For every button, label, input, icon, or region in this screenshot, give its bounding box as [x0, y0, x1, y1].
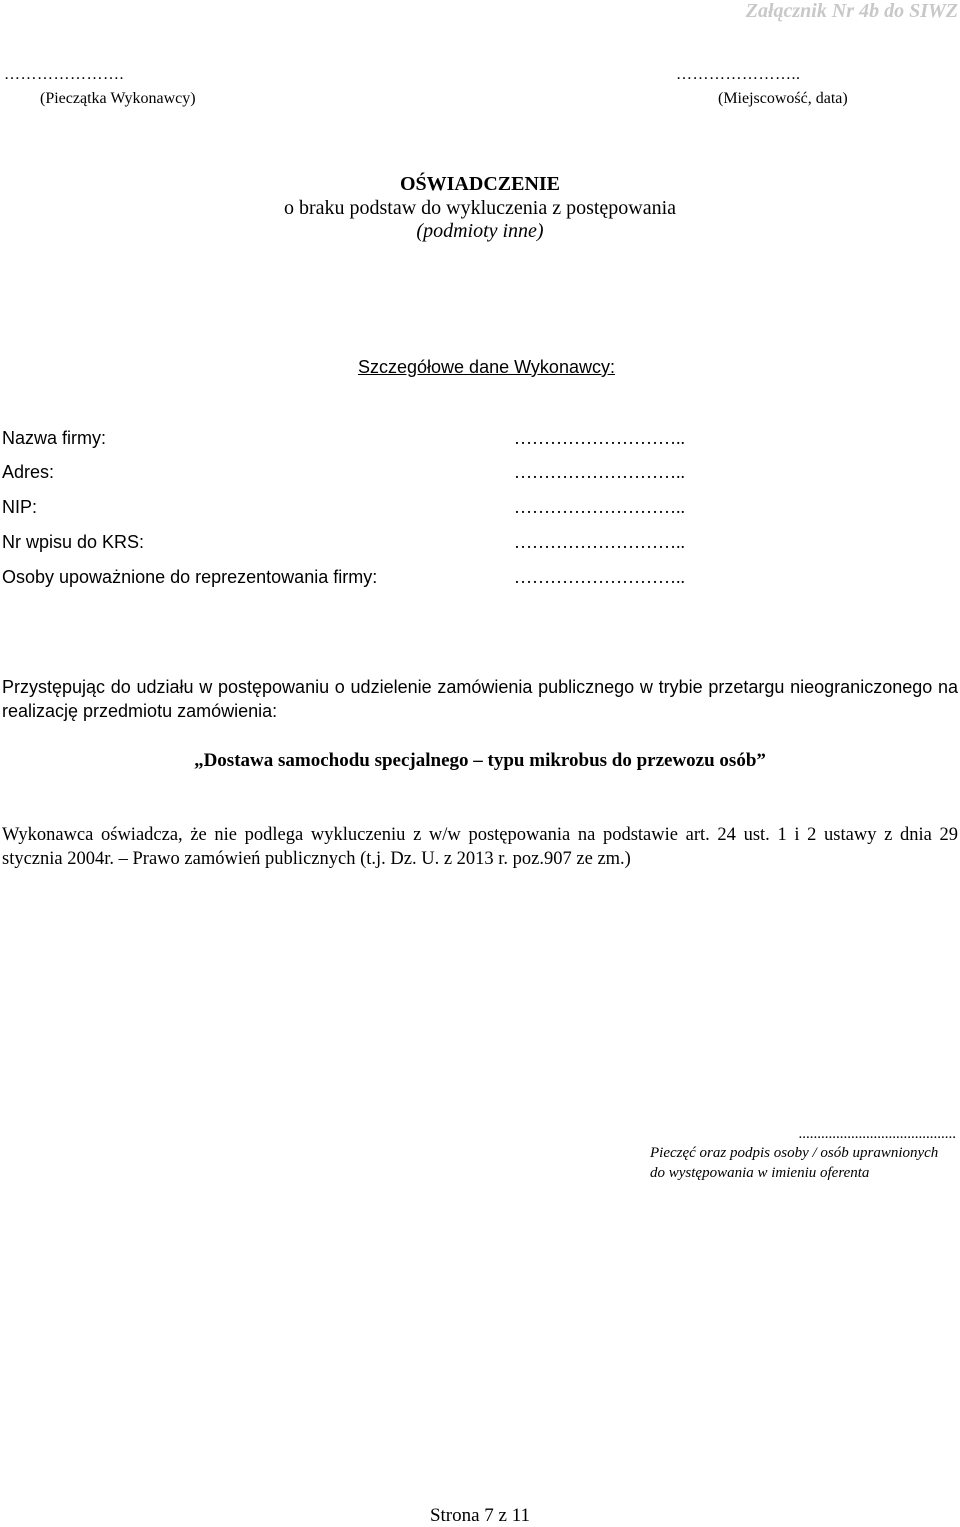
- attachment-label: Załącznik Nr 4b do SIWZ: [745, 0, 958, 22]
- details-heading: Szczegółowe dane Wykonawcy:: [358, 357, 615, 377]
- field-label-nip: NIP:: [2, 497, 38, 517]
- document-subtitle: o braku podstaw do wykluczenia z postępowania: [283, 197, 677, 219]
- signature-dots: ..........................................: [798, 1126, 956, 1142]
- field-label-representatives: Osoby upoważnione do reprezentowania firmy:: [2, 567, 378, 587]
- field-label-krs: Nr wpisu do KRS:: [2, 532, 145, 552]
- intro-paragraph: Przystępując do udziału w postępowaniu o udzielenie zamówienia publicznego w trybie przetargu nieograniczonego na realizację przedmiotu zamówienia:: [2, 677, 958, 721]
- field-label-address: Adres:: [2, 462, 55, 482]
- field-label-company: Nazwa firmy:: [2, 428, 107, 448]
- document-subtitle-2: (podmioty inne): [416, 220, 544, 242]
- field-value-representatives: ………………………..: [514, 567, 685, 587]
- place-date-dots: …………………..: [676, 66, 801, 83]
- declaration-paragraph: Wykonawca oświadcza, że nie podlega wykluczeniu z w/w postępowania na podstawie art. 24 ust. 1 i 2 ustawy z dnia 29 stycznia 2004r. – Prawo zamówień publicznych (t.j. Dz. U. z 2013 r. poz.907 ze zm.): [2, 825, 958, 869]
- subject-title: „Dostawa samochodu specjalnego – typu mikrobus do przewozu osób”: [194, 750, 766, 771]
- signature-caption-1: Pieczęć oraz podpis osoby / osób uprawnionych: [650, 1145, 939, 1161]
- stamp-label: (Pieczątka Wykonawcy): [40, 90, 196, 107]
- document-title: OŚWIADCZENIE: [399, 173, 561, 195]
- page-number: Strona 7 z 11: [429, 1505, 531, 1526]
- field-value-company: ………………………..: [514, 428, 685, 448]
- stamp-dots: ………………….: [4, 66, 124, 83]
- field-value-nip: ………………………..: [514, 497, 685, 517]
- field-value-address: ………………………..: [514, 462, 685, 482]
- field-value-krs: ………………………..: [514, 532, 685, 552]
- signature-caption-2: do występowania w imieniu oferenta: [650, 1165, 870, 1181]
- place-date-label: (Miejscowość, data): [718, 90, 848, 107]
